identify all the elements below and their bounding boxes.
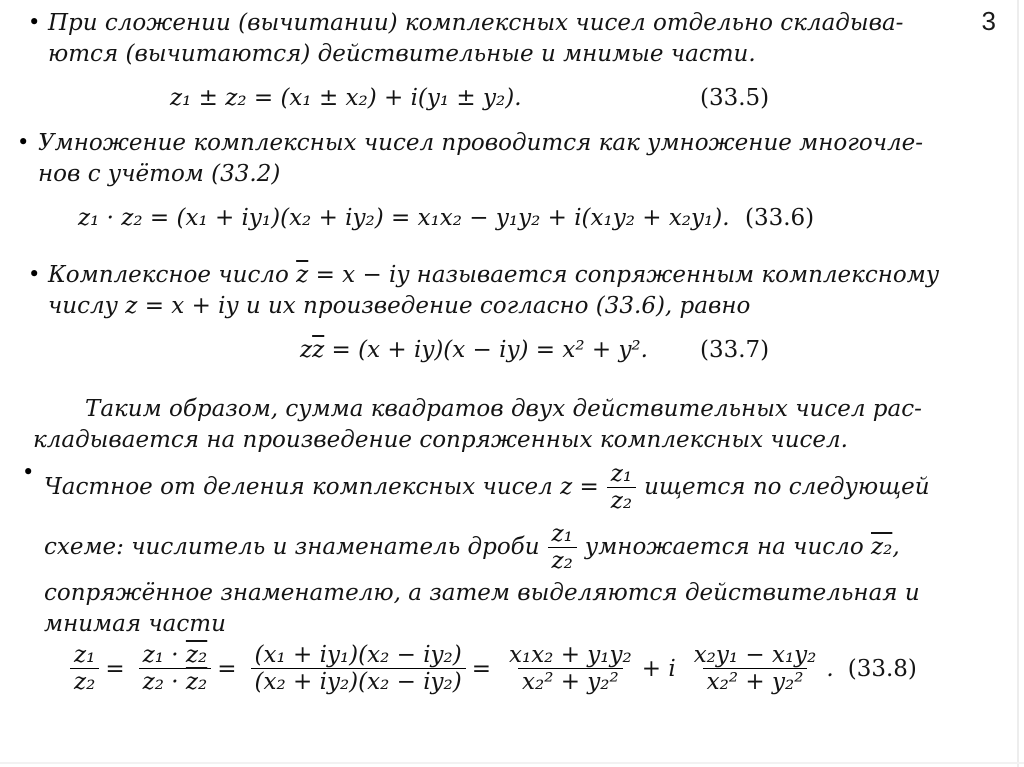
equation-33-5-number: (33.5)	[700, 85, 770, 111]
math-text: z₁ ·	[142, 641, 186, 668]
item4-line2-text-b: умножается на число	[584, 533, 871, 560]
fraction-expanded-products	[251, 642, 466, 696]
bullet-item-addition	[0, 8, 1024, 70]
equation-33-7	[0, 328, 1024, 372]
page-number: 3	[981, 6, 996, 36]
bullet-item-conjugate	[0, 260, 1024, 322]
numerator: z₁	[610, 461, 633, 487]
plus-i-term: + i	[641, 655, 676, 682]
conjugate-z2: z₂	[185, 641, 208, 668]
numerator: z₁	[551, 520, 573, 547]
numerator	[139, 642, 212, 668]
paragraph-line1: Таким образом, сумма квадратов двух действительных чисел рас-	[85, 396, 922, 422]
conjugate-z2: z₂	[185, 669, 208, 696]
item3-line1	[48, 260, 1024, 291]
denominator: z₂	[70, 668, 99, 695]
item1-line2: ются (вычитаются) действительные и мнимые части.	[48, 41, 756, 67]
equation-33-8	[62, 642, 1024, 696]
numerator: x₂y₁ − x₁y₂	[693, 641, 817, 668]
item4-line1-text-b: ищется по следующей	[644, 473, 930, 500]
item4-line1	[44, 458, 1024, 518]
item4-line4: мнимая части	[44, 610, 226, 637]
paragraph-line2: кладывается на произведение сопряженных комплексных чисел.	[33, 427, 848, 453]
equation-33-6-body: z₁ · z₂ = (x₁ + iy₁)(x₂ + iy₂) = x₁x₂ − y₁y₂ + i(x₁y₂ + x₂y₁).	[78, 205, 730, 231]
equation-33-8-number: (33.8)	[847, 655, 917, 682]
denominator: x₂² + y₂²	[518, 668, 623, 695]
equation-33-5	[0, 76, 1024, 120]
equation-33-5-body: z₁ ± z₂ = (x₁ ± x₂) + i(y₁ ± y₂).	[170, 85, 522, 111]
paragraph-sum-of-squares	[0, 394, 1024, 456]
numerator: x₁x₂ + y₁y₂	[509, 641, 632, 668]
numerator: (x₁ + iy₁)(x₂ − iy₂)	[254, 641, 462, 668]
period: .	[826, 655, 834, 682]
bullet-item-multiplication	[0, 128, 1024, 190]
bullet-icon: •	[28, 10, 41, 34]
math-text: z₂ ·	[142, 669, 186, 696]
denominator	[139, 668, 212, 695]
item2-line1: Умножение комплексных чисел проводится как умножение многочле-	[38, 130, 924, 156]
equation-33-6-number: (33.6)	[745, 205, 815, 231]
fraction-imaginary-part	[690, 642, 821, 696]
fraction-z1zbar2-over-z2zbar2	[139, 642, 212, 696]
item4-line2-text-a: схеме: числитель и знаменатель дроби	[44, 533, 540, 560]
fraction-real-part	[505, 642, 636, 696]
item1-line1: При сложении (вычитании) комплексных чисел отдельно складыва-	[48, 10, 904, 36]
bullet-icon: •	[17, 130, 30, 154]
equals-sign: =	[471, 655, 492, 682]
equals-sign: =	[217, 655, 237, 682]
conjugate-z: $\overline{z}$	[296, 262, 309, 288]
bullet-item-division	[0, 458, 1024, 640]
equation-33-7-body	[300, 337, 648, 363]
equation-33-7-number: (33.7)	[700, 337, 770, 363]
math-z: z	[300, 337, 313, 363]
item3-line2: числу z = x + iy и их произведение согласно (33.6), равно	[48, 293, 751, 319]
item4-line2	[44, 518, 1024, 578]
item2-line2: нов с учётом (33.2)	[38, 161, 281, 187]
item3-line1-text-a: Комплексное число	[48, 262, 297, 288]
equation-33-6	[0, 196, 1024, 240]
denominator: z₂	[548, 547, 577, 574]
conjugate-z2: z₂	[870, 533, 893, 560]
item4-line2-comma: ,	[892, 533, 900, 560]
bullet-icon: •	[22, 460, 35, 484]
item4-line1-text-a: Частное от деления комплексных чисел z =	[44, 473, 599, 500]
conjugate-z: $\overline{z}$	[312, 337, 325, 363]
equals-sign: =	[105, 655, 125, 682]
bullet-icon: •	[28, 262, 41, 286]
denominator: x₂² + y₂²	[703, 668, 808, 695]
item3-line1-text-b: = x − iy называется сопряженным комплексному	[308, 262, 940, 288]
item4-line3: сопряжённое знаменателю, а затем выделяются действительная и	[44, 579, 920, 606]
slide-bottom-edge	[0, 762, 1024, 764]
fraction-z1-over-z2	[607, 461, 636, 515]
math-rest: = (x + iy)(x − iy) = x² + y².	[324, 337, 648, 363]
slide-right-edge	[1017, 0, 1019, 767]
fraction-z1-over-z2	[548, 521, 577, 575]
denominator: z₂	[607, 487, 636, 514]
denominator: (x₂ + iy₂)(x₂ − iy₂)	[251, 668, 466, 695]
numerator: z₁	[74, 641, 96, 668]
fraction-z1-over-z2	[70, 642, 99, 696]
